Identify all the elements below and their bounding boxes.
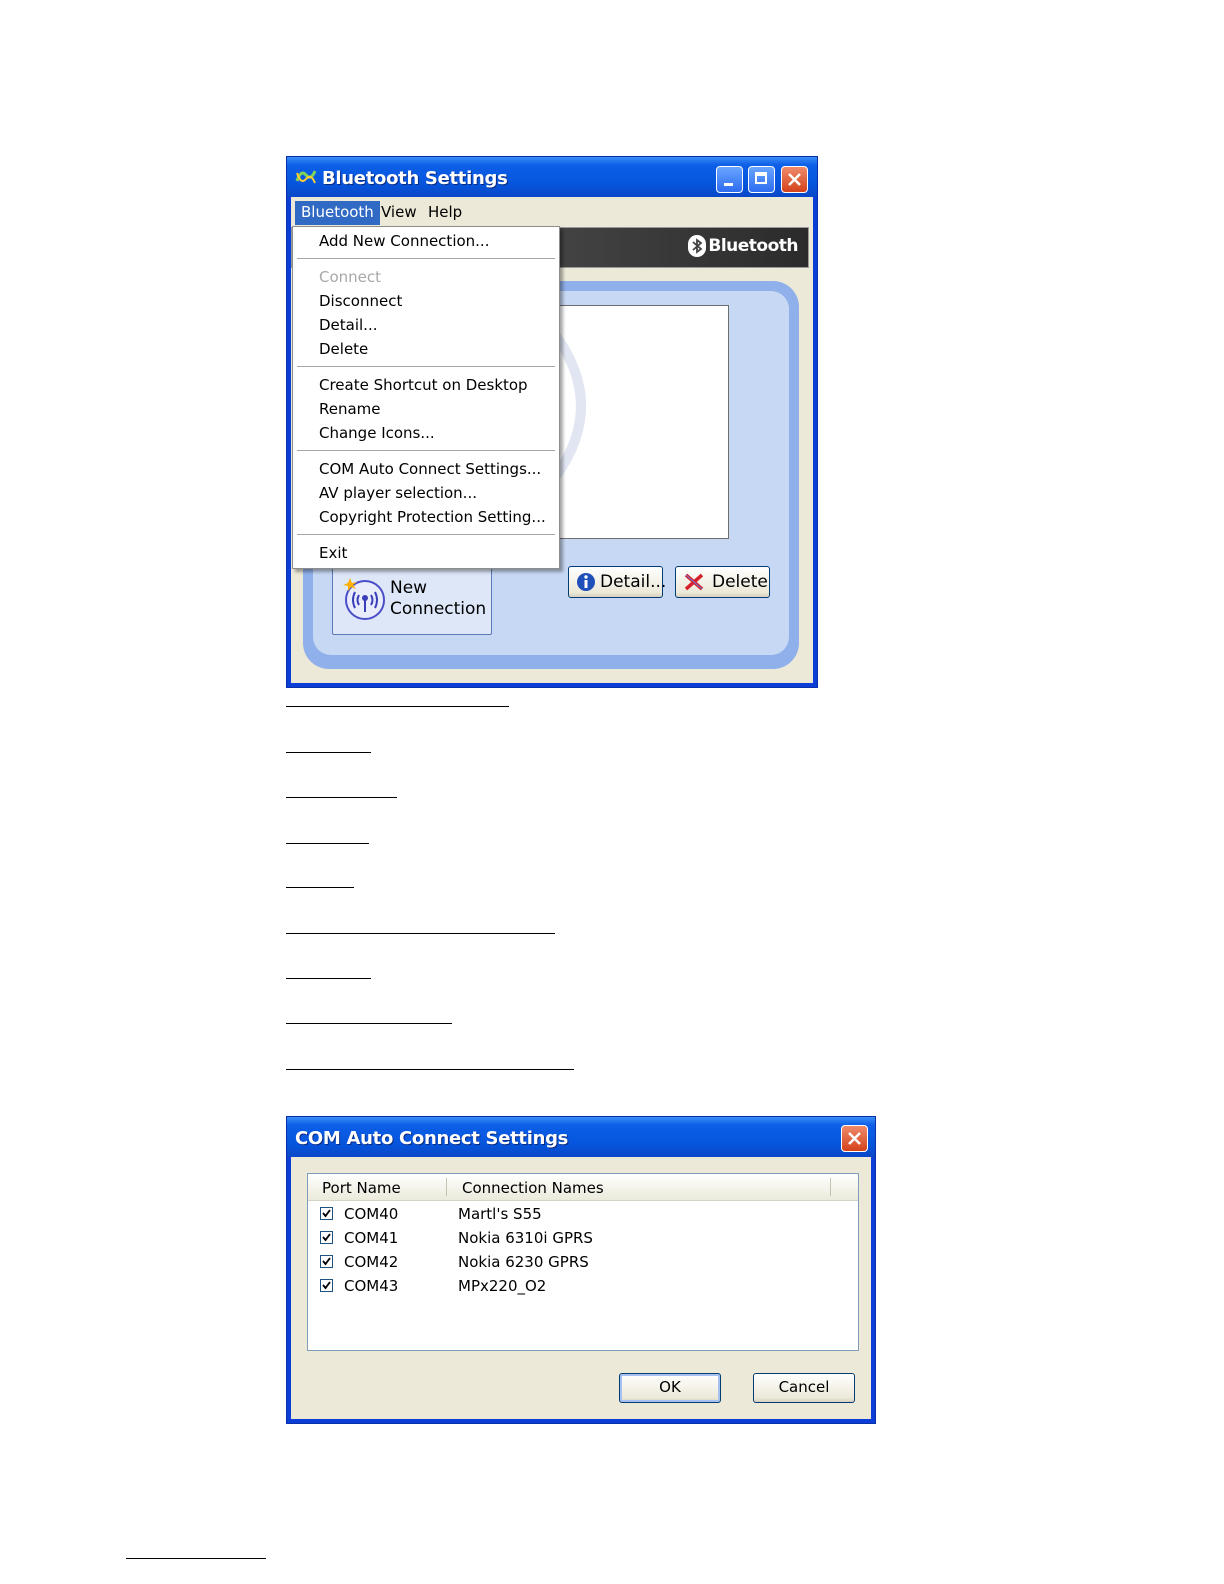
menu-help[interactable]: Help xyxy=(428,203,463,221)
detail-button-label: Detail... xyxy=(600,572,667,592)
menu-item-com-auto-connect[interactable]: COM Auto Connect Settings... xyxy=(319,460,542,478)
menu-separator xyxy=(297,534,555,536)
list-header xyxy=(308,1174,858,1201)
column-divider[interactable] xyxy=(830,1178,831,1196)
connection-name: Nokia 6310i GPRS xyxy=(458,1229,593,1247)
port-name: COM40 xyxy=(344,1205,399,1223)
menu-item-av-player[interactable]: AV player selection... xyxy=(319,484,477,502)
column-header-connection-names[interactable]: Connection Names xyxy=(462,1179,604,1197)
menu-item-exit[interactable]: Exit xyxy=(319,544,348,562)
menu-separator xyxy=(297,258,555,260)
window-client-area xyxy=(291,1157,871,1419)
window-title: COM Auto Connect Settings xyxy=(295,1128,569,1149)
checkmark-icon xyxy=(322,1233,331,1242)
underline-rule xyxy=(286,978,371,979)
checkmark-icon xyxy=(322,1209,331,1218)
info-icon xyxy=(576,572,596,592)
new-connection-button[interactable] xyxy=(332,565,492,635)
column-header-port-name[interactable]: Port Name xyxy=(322,1179,401,1197)
port-name: COM41 xyxy=(344,1229,399,1247)
menu-item-copyright-protection[interactable]: Copyright Protection Setting... xyxy=(319,508,546,526)
underline-rule xyxy=(286,1023,452,1024)
close-icon xyxy=(787,172,802,187)
footer-underline-rule xyxy=(126,1558,266,1559)
detail-button[interactable] xyxy=(568,566,667,598)
ok-button[interactable] xyxy=(619,1373,721,1403)
menu-separator xyxy=(297,366,555,368)
menu-item-create-shortcut[interactable]: Create Shortcut on Desktop xyxy=(319,376,528,394)
cancel-button-label: Cancel xyxy=(778,1378,830,1396)
close-icon xyxy=(847,1131,862,1146)
new-connection-label-line2: Connection xyxy=(390,599,487,619)
connection-name: MPx220_O2 xyxy=(458,1277,547,1295)
delete-button-label: Delete xyxy=(712,572,768,592)
menu-item-connect: Connect xyxy=(319,268,382,286)
connection-name: Martl's S55 xyxy=(458,1205,542,1223)
underline-rule xyxy=(286,1069,574,1070)
row-checkbox[interactable] xyxy=(320,1231,333,1244)
menu-view[interactable]: View xyxy=(381,203,417,221)
new-connection-label-line1: New xyxy=(390,578,428,598)
menu-item-disconnect[interactable]: Disconnect xyxy=(319,292,403,310)
menu-item-detail[interactable]: Detail... xyxy=(319,316,378,334)
underline-rule xyxy=(286,752,371,753)
table-row[interactable] xyxy=(308,1252,858,1276)
table-row[interactable] xyxy=(308,1276,858,1300)
menu-item-add-new-connection[interactable]: Add New Connection... xyxy=(319,232,490,250)
com-auto-connect-window xyxy=(286,1116,876,1424)
table-row[interactable] xyxy=(308,1228,858,1252)
checkmark-icon xyxy=(322,1257,331,1266)
menu-separator xyxy=(297,450,555,452)
minimize-button[interactable] xyxy=(716,166,743,193)
menu-bar xyxy=(291,197,813,227)
title-bar[interactable] xyxy=(287,1117,875,1157)
row-checkbox[interactable] xyxy=(320,1255,333,1268)
underline-rule xyxy=(286,797,397,798)
maximize-button[interactable] xyxy=(748,166,775,193)
delete-button[interactable] xyxy=(675,566,770,598)
underline-rule xyxy=(286,933,555,934)
bluetooth-logo xyxy=(688,235,798,257)
bluetooth-logo-text: Bluetooth xyxy=(708,236,798,256)
row-checkbox[interactable] xyxy=(320,1279,333,1292)
new-connection-icon xyxy=(341,574,387,620)
port-name: COM43 xyxy=(344,1277,399,1295)
row-checkbox[interactable] xyxy=(320,1207,333,1220)
connection-name: Nokia 6230 GPRS xyxy=(458,1253,589,1271)
underline-rule xyxy=(286,843,369,844)
window-title: Bluetooth Settings xyxy=(322,168,508,189)
menu-item-rename[interactable]: Rename xyxy=(319,400,381,418)
column-divider[interactable] xyxy=(446,1178,447,1196)
delete-x-icon xyxy=(683,572,705,592)
close-button[interactable] xyxy=(841,1125,868,1152)
com-port-list[interactable] xyxy=(307,1173,859,1351)
title-bar[interactable] xyxy=(287,157,817,197)
menu-item-delete[interactable]: Delete xyxy=(319,340,369,358)
menu-bluetooth[interactable]: Bluetooth xyxy=(295,201,380,225)
bluetooth-rune-icon xyxy=(688,235,706,257)
port-name: COM42 xyxy=(344,1253,399,1271)
bluetooth-dropdown-menu xyxy=(292,226,560,569)
underline-rule xyxy=(286,706,509,707)
checkmark-icon xyxy=(322,1281,331,1290)
cancel-button[interactable] xyxy=(753,1373,855,1403)
table-row[interactable] xyxy=(308,1204,858,1228)
menu-item-change-icons[interactable]: Change Icons... xyxy=(319,424,435,442)
bluetooth-app-icon xyxy=(295,167,317,187)
ok-button-label: OK xyxy=(659,1378,681,1396)
underline-rule xyxy=(286,887,354,888)
close-button[interactable] xyxy=(781,166,808,193)
